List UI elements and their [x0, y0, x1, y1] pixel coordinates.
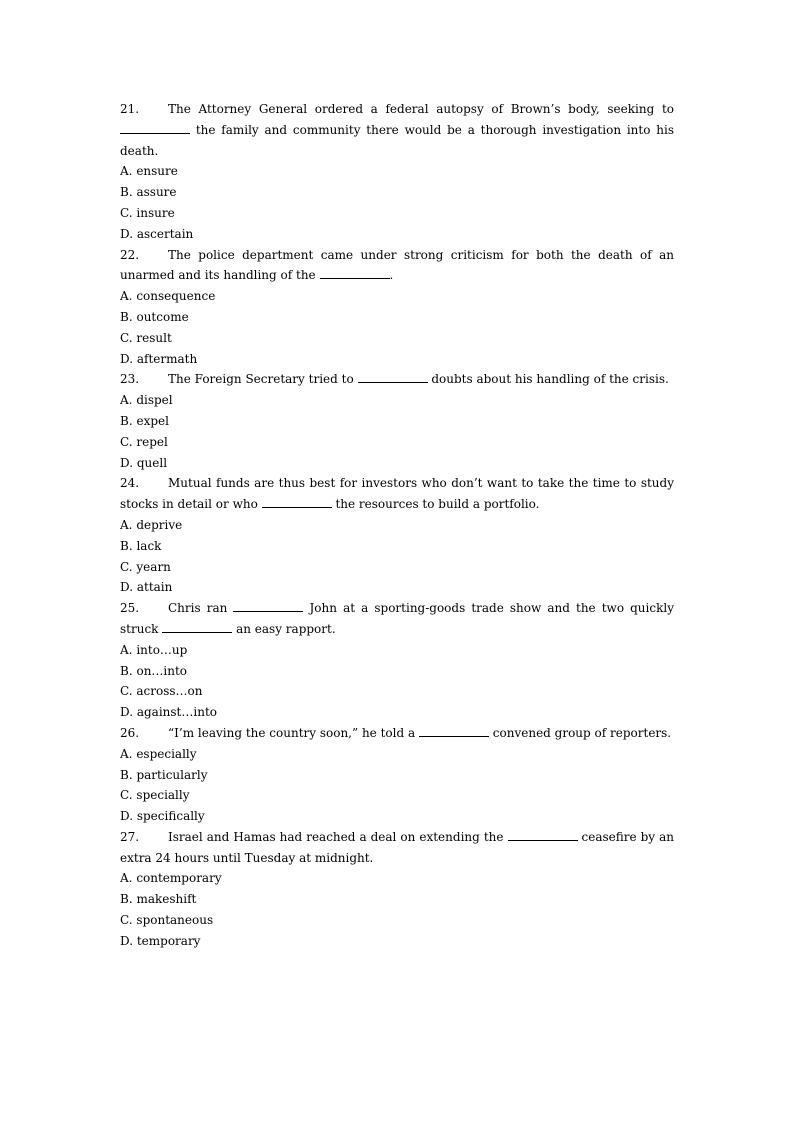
option-d: D. ascertain — [120, 226, 194, 241]
question-stem — [120, 598, 674, 640]
question-number: 24. — [120, 476, 140, 491]
option-d: D. specifically — [120, 809, 205, 824]
option-b: B. on…into — [120, 663, 188, 678]
question-stem — [120, 723, 674, 744]
stem-text-after: . — [389, 268, 394, 283]
option-a: A. into…up — [120, 642, 188, 657]
stem-text-before: Israel and Hamas had reached a deal on extending the — [168, 829, 504, 844]
question-number: 27. — [120, 829, 140, 844]
stem-text-after: the resources to build a portfolio. — [335, 497, 540, 512]
answer-blank — [162, 621, 232, 633]
option-d: D. quell — [120, 455, 168, 470]
option-b: B. particularly — [120, 767, 208, 782]
question-21 — [120, 99, 674, 245]
answer-blank — [262, 496, 332, 508]
question-number: 26. — [120, 725, 140, 740]
question-number: 25. — [120, 601, 140, 616]
stem-text-middle: John at a sporting-goods trade show and the two quickly struck — [120, 601, 674, 636]
option-c: C. result — [120, 330, 172, 345]
stem-text-before: Mutual funds are thus best for investors who don’t want to take the time to study stocks in detail or who — [120, 476, 674, 512]
answer-blank — [233, 600, 303, 612]
stem-text-before: Chris ran — [168, 601, 228, 616]
option-a: A. especially — [120, 746, 197, 761]
option-d: D. attain — [120, 580, 173, 595]
stem-text-before: The Attorney General ordered a federal autopsy of Brown’s body, seeking to — [168, 102, 674, 116]
question-number: 23. — [120, 372, 140, 387]
exam-page — [120, 99, 674, 952]
option-c: C. insure — [120, 205, 175, 220]
option-c: C. repel — [120, 434, 168, 449]
option-c: C. spontaneous — [120, 913, 214, 928]
answer-blank — [358, 371, 428, 383]
option-c: C. yearn — [120, 559, 171, 574]
option-d: D. temporary — [120, 933, 201, 948]
question-stem — [120, 245, 674, 287]
option-c: C. across…on — [120, 684, 203, 699]
question-25 — [120, 598, 674, 723]
stem-text-after: ceasefire by an extra 24 hours until Tuesday at midnight. — [120, 829, 674, 865]
question-stem — [120, 827, 674, 869]
stem-text-after: the family and community there would be a thorough investigation into his death. — [120, 122, 674, 158]
question-stem — [120, 99, 674, 161]
answer-blank — [508, 829, 578, 841]
option-a: A. deprive — [120, 517, 183, 532]
option-a: A. dispel — [120, 393, 173, 408]
stem-text-after: convened group of reporters. — [492, 725, 672, 740]
answer-blank — [120, 122, 190, 134]
option-c: C. specially — [120, 788, 190, 803]
stem-text-before: The Foreign Secretary tried to — [168, 372, 354, 387]
option-b: B. assure — [120, 185, 177, 200]
option-a: A. ensure — [120, 164, 178, 179]
option-b: B. outcome — [120, 309, 189, 324]
question-stem — [120, 369, 674, 390]
question-27 — [120, 827, 674, 952]
option-b: B. expel — [120, 413, 169, 428]
stem-text-after: doubts about his handling of the crisis. — [431, 372, 669, 387]
question-23 — [120, 369, 674, 473]
question-number: 22. — [120, 247, 140, 262]
option-a: A. contemporary — [120, 871, 222, 886]
question-22 — [120, 245, 674, 370]
option-b: B. makeshift — [120, 892, 197, 907]
answer-blank — [419, 725, 489, 737]
question-number: 21. — [120, 102, 140, 116]
option-b: B. lack — [120, 538, 162, 553]
question-24 — [120, 473, 674, 598]
question-26 — [120, 723, 674, 827]
stem-text-before: “I’m leaving the country soon,” he told a — [168, 725, 416, 740]
answer-blank — [320, 267, 390, 279]
question-stem — [120, 473, 674, 515]
stem-text-before: The police department came under strong criticism for both the death of an unarmed and its handling of the — [120, 247, 674, 283]
stem-text-after: an easy rapport. — [236, 621, 336, 636]
option-d: D. aftermath — [120, 351, 198, 366]
option-d: D. against…into — [120, 705, 217, 720]
option-a: A. consequence — [120, 289, 216, 304]
